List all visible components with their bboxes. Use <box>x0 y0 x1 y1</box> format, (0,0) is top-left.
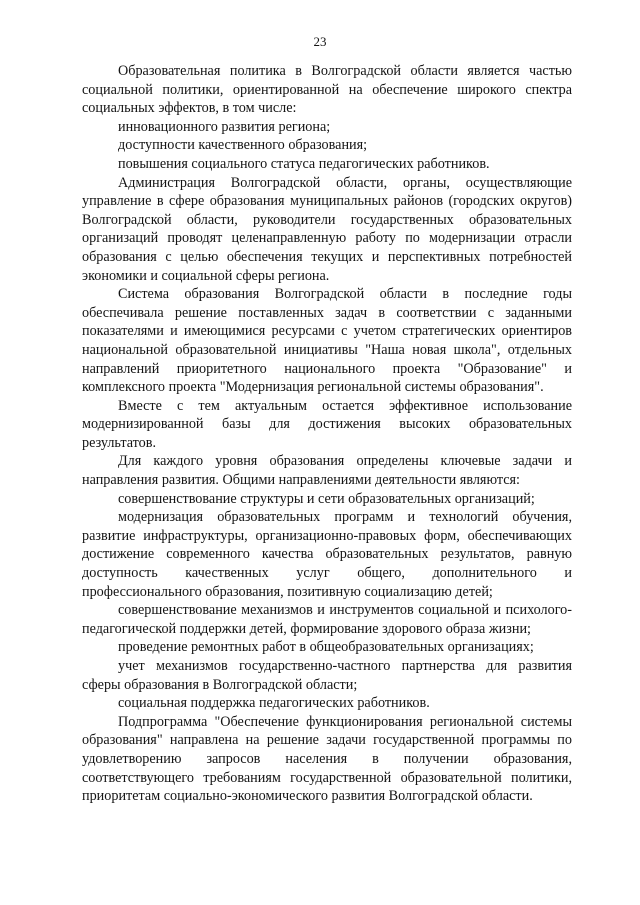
page-number: 23 <box>313 34 327 49</box>
paragraph-directions: Для каждого уровня образования определены ключевые задачи и направления развития. Общими направлениями деятельности являются: <box>82 453 572 489</box>
paragraph-intro: Образовательная политика в Волгоградской области является частью социальной политики, ориентированной на обеспечение широкого спектра социальных эффектов, в том числе: <box>82 63 572 117</box>
list-item: учет механизмов государственно-частного партнерства для развития сферы образования в Волгоградской области; <box>82 658 572 693</box>
list-item: модернизация образовательных программ и технологий обучения, развитие инфраструктуры, организационно-правовых форм, обеспечивающих достижение современного качества образовательных результатов, равную доступность качественных услуг общего, дополнительного и профессионального образования, позитивную социализацию детей; <box>82 509 572 600</box>
paragraph-system: Система образования Волгоградской области в последние годы обеспечивала решение поставленных задач в соответствии с заданными показателями и имеющимися ресурсами с учетом стратегических ориентиров национальной образовательной инициативы "Наша новая школа", отдельных направлений приоритетного национального проекта "Образование" и комплексного проекта "Модернизация региональной системы образования". <box>82 286 572 396</box>
list-item: повышения социального статуса педагогических работников. <box>118 155 490 172</box>
list-item: проведение ремонтных работ в общеобразовательных организациях; <box>118 639 534 656</box>
list-item: социальная поддержка педагогических работников. <box>118 695 430 712</box>
paragraph-relevance: Вместе с тем актуальным остается эффективное использование модернизированной базы для достижения высоких образовательных результатов. <box>82 397 572 451</box>
body-text <box>82 62 572 806</box>
list-item: инновационного развития региона; <box>118 118 331 135</box>
list-item: доступности качественного образования; <box>118 137 368 154</box>
paragraph-subprogram: Подпрограмма "Обеспечение функционирования региональной системы образования" направлена на решение задачи государственной программы по удовлетворению запросов населения в получении образования, соответствующего требованиям государственной образовательной политики, приоритетам социально-экономического развития Волгоградской области. <box>82 713 572 805</box>
list-item: совершенствование механизмов и инструментов социальной и психолого-педагогической поддержки детей, формирование здорового образа жизни; <box>82 602 572 637</box>
paragraph-administration: Администрация Волгоградской области, органы, осуществляющие управление в сфере образования муниципальных районов (городских округов) Волгоградской области, руководители государственных образовательных организаций проводят целенаправленную работу по модернизации отрасли образования с целью обеспечения текущих и перспективных потребностей экономики и социальной сферы региона. <box>82 174 572 284</box>
list-item: совершенствование структуры и сети образовательных организаций; <box>118 490 535 507</box>
